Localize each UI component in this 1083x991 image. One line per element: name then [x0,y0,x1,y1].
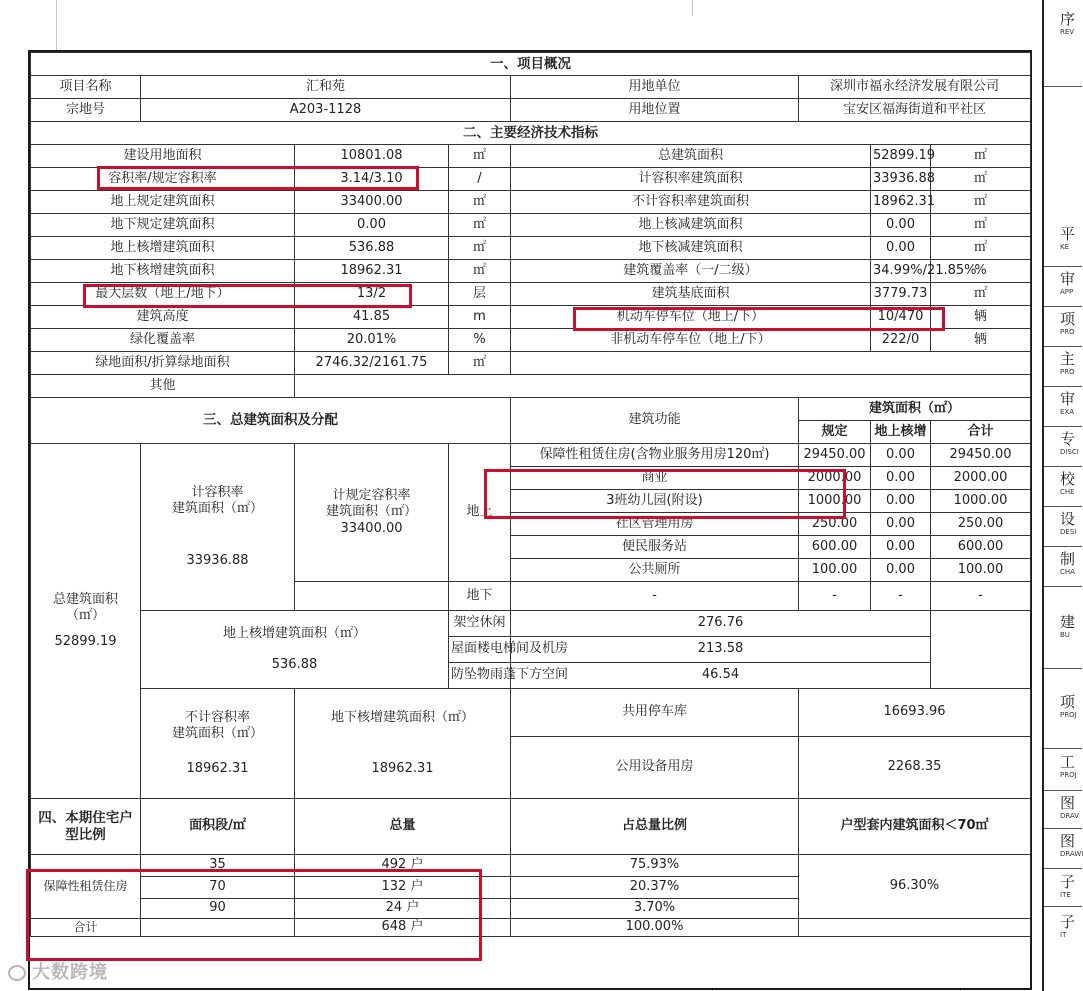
added-area-cell [141,611,449,689]
indicator-value: 3.14/3.10 [295,168,449,191]
added-item-name: 屋面楼电梯间及机房 [449,637,511,663]
cell-value: 宝安区福海街道和平社区 [799,99,1031,122]
indicator-label: 计容积率建筑面积 [511,168,871,191]
added-area: 0.00 [871,444,931,467]
area-range: 70 [141,877,295,899]
title-block-sub: DRAV [1060,812,1080,820]
far-area-label: 计容积率 建筑面积（㎡） [171,484,263,516]
added-area: 0.00 [871,559,931,582]
indicator-unit: ㎡ [449,237,511,260]
total-area-label: 总建筑面积 （㎡） [52,591,118,623]
indicator-label: 地上核增建筑面积 [31,237,295,260]
far-area-cell [141,444,295,611]
title-block-sub: PROJ [1060,771,1077,779]
title-block-sub: DRAWI [1060,850,1083,858]
function-name: - [511,582,799,611]
indicator-unit: ㎡ [449,214,511,237]
planned-area-label: 计规定容积率 建筑面积（㎡） [325,488,417,520]
indicator-value: 536.88 [295,237,449,260]
watermark-text: 大数跨境 [32,962,108,983]
title-block-char: 子 [1060,913,1076,931]
title-block-cell [1044,906,1082,991]
planned-area: 29450.00 [799,444,871,467]
title-block-char: 主 [1060,350,1076,368]
function-name: 公共厕所 [511,559,799,582]
nonfar-area-label: 不计容积率 建筑面积（㎡） [171,710,263,742]
unit-quantity: 24 户 [295,899,511,919]
indicator-unit: ㎡ [449,145,511,168]
indicator-value: 33400.00 [295,191,449,214]
indicator-value: 3779.73 [871,283,931,306]
under-item-name: 公用设备用房 [511,737,799,799]
planned-area-value: 33400.00 [340,520,403,536]
indicator-label: 地下核增建筑面积 [31,260,295,283]
indicator-value: 18962.31 [871,191,931,214]
column-header: 合计 [931,421,1031,444]
title-block-sub: PRO [1060,368,1075,376]
title-block-char: 子 [1060,873,1076,891]
unit-ratio: 75.93% [511,855,799,877]
title-block-cell [1044,546,1082,586]
indicator-value: 20.01% [295,329,449,352]
title-block-cell [1044,868,1082,906]
indicator-value: 13/2 [295,283,449,306]
indicator-label: 不计容积率建筑面积 [511,191,871,214]
column-header: 地上核增 [871,421,931,444]
added-area-label: 地上核增建筑面积（㎡） [222,626,366,642]
title-block-cell [1044,86,1082,266]
title-block-sub: REV [1060,28,1075,36]
section-title-text: 四、本期住宅户 型比例 [38,809,133,843]
indicator-value: 33936.88 [871,168,931,191]
under-area-cell [295,689,511,799]
title-block-cell [1044,668,1082,748]
title-block-sub: BU [1060,631,1070,639]
title-block-cell [1044,790,1082,828]
title-block-char: 专 [1060,430,1076,448]
empty-cell [511,352,1031,375]
title-block-char: 建 [1060,613,1076,631]
indicator-unit: ㎡ [931,168,1031,191]
indicator-label: 总建筑面积 [511,145,871,168]
title-block-char: 校 [1060,470,1076,488]
added-area: 0.00 [871,513,931,536]
column-header: 面积段/㎡ [141,799,295,855]
title-block-cell [1044,426,1082,466]
indicator-value: 0.00 [871,214,931,237]
total-area: 250.00 [931,513,1031,536]
indicator-unit: ㎡ [931,145,1031,168]
cell-label: 项目名称 [31,76,141,99]
under-item-name: 共用停车库 [511,689,799,737]
function-name: 社区管理用房 [511,513,799,536]
cell-label: 用地单位 [511,76,799,99]
unit-ratio: 3.70% [511,899,799,919]
planned-area: 250.00 [799,513,871,536]
indicator-label: 绿地面积/折算绿地面积 [31,352,295,375]
section-title: 二、主要经济技术指标 [31,122,1031,145]
title-block-cell [1044,306,1082,346]
far-area-value: 33936.88 [186,553,249,569]
total-area: 100.00 [931,559,1031,582]
indicator-unit: ㎡ [449,191,511,214]
planned-area: 600.00 [799,536,871,559]
total-area: 600.00 [931,536,1031,559]
function-name: 保障性租赁住房(含物业服务用房120㎡) [511,444,799,467]
indicator-unit: ㎡ [449,352,511,375]
indicator-unit: ㎡ [931,214,1031,237]
indicator-label: 机动车停车位（地上/下） [511,306,871,329]
indicator-value: 10/470 [871,306,931,329]
total-area: 29450.00 [931,444,1031,467]
small-unit-ratio: 96.30% [799,855,1031,919]
added-area: 0.00 [871,490,931,513]
indicator-label: 地下规定建筑面积 [31,214,295,237]
title-block-sub: CHE [1060,488,1075,496]
background-line [692,0,693,16]
total-area: 1000.00 [931,490,1031,513]
area-range: 35 [141,855,295,877]
title-block-char: 项 [1060,693,1076,711]
unit-quantity: 492 户 [295,855,511,877]
title-block-sub: APP [1060,288,1074,296]
indicator-unit: % [449,329,511,352]
title-block-cell [1044,586,1082,668]
total-area-cell [31,444,141,799]
indicator-unit: 辆 [931,329,1031,352]
indicator-unit: 辆 [931,306,1031,329]
indicator-label: 地上规定建筑面积 [31,191,295,214]
function-name: 3班幼儿园(附设) [511,490,799,513]
indicator-value: 34.99%/21.85% [871,260,931,283]
indicator-label: 最大层数（地上/地下） [31,283,295,306]
indicator-unit: 层 [449,283,511,306]
title-block-cell [1044,266,1082,306]
indicator-value: 0.00 [295,214,449,237]
added-area: 0.00 [871,467,931,490]
nonfar-area-cell [141,689,295,799]
data-sheet [28,50,1032,990]
added-item-name: 架空休闲 [449,611,511,637]
empty-cell [141,919,295,937]
planned-area: 1000.00 [799,490,871,513]
background-line [56,0,57,50]
above-ground-label: 地上 [449,444,511,582]
total-area-value: 52899.19 [54,634,117,650]
indicator-value: 10801.08 [295,145,449,168]
title-block-char: 工 [1060,753,1076,771]
indicator-unit: / [449,168,511,191]
under-item-value: 2268.35 [799,737,1031,799]
title-block-char: 图 [1060,794,1076,812]
indicator-label: 地下核减建筑面积 [511,237,871,260]
indicator-unit: ㎡ [931,237,1031,260]
indicator-value: 222/0 [871,329,931,352]
title-block-sub: DISCI [1060,448,1079,456]
column-header: 规定 [799,421,871,444]
sum-label: 合计 [31,919,141,937]
title-block-sub: CHA [1060,568,1075,576]
title-block-cell [1044,506,1082,546]
empty-cell [799,919,1031,937]
planned-area: 2000.00 [799,467,871,490]
title-block-sub: KE [1060,243,1070,251]
title-block-sub: DESI [1060,528,1077,536]
title-block-char: 审 [1060,270,1076,288]
title-block-char: 序 [1060,10,1076,28]
indicator-label: 建筑高度 [31,306,295,329]
title-block-cell [1044,346,1082,386]
indicator-value: 0.00 [871,237,931,260]
below-ground-label: 地下 [449,582,511,611]
section-title [31,799,141,855]
column-header: 总量 [295,799,511,855]
sum-ratio: 100.00% [511,919,799,937]
area-range: 90 [141,899,295,919]
watermark-logo-icon [8,965,26,981]
cell-label: 宗地号 [31,99,141,122]
indicator-label: 容积率/规定容积率 [31,168,295,191]
added-item-value: 46.54 [511,663,931,689]
cell-value: 深圳市福永经济发展有限公司 [799,76,1031,99]
indicator-value: 52899.19 [871,145,931,168]
title-block-char: 平 [1060,225,1076,243]
planned-area-cell [295,444,449,582]
indicator-label: 其他 [31,375,295,398]
added-area: - [871,582,931,611]
unit-quantity: 132 户 [295,877,511,899]
title-block-char: 审 [1060,390,1076,408]
indicator-label: 非机动车停车位（地上/下） [511,329,871,352]
cell-label: 用地位置 [511,99,799,122]
watermark [8,958,108,984]
title-block-char: 项 [1060,310,1076,328]
function-name: 商业 [511,467,799,490]
title-block-cell [1044,0,1082,86]
total-area: 2000.00 [931,467,1031,490]
total-area: - [931,582,1031,611]
indicator-unit: % [931,260,1031,283]
empty-cell [295,582,449,611]
indicator-unit: ㎡ [931,283,1031,306]
title-block-char: 制 [1060,550,1076,568]
column-header: 建筑功能 [511,398,799,444]
indicator-label: 建筑覆盖率（一/二级） [511,260,871,283]
indicator-label: 地上核减建筑面积 [511,214,871,237]
title-block-cell [1044,386,1082,426]
indicator-value: 18962.31 [295,260,449,283]
indicator-unit: ㎡ [931,191,1031,214]
column-header: 占总量比例 [511,799,799,855]
title-block-sub: PRO [1060,328,1075,336]
planned-area: 100.00 [799,559,871,582]
indicator-unit: m [449,306,511,329]
housing-type-label: 保障性租赁住房 [31,855,141,919]
indicator-label: 绿化覆盖率 [31,329,295,352]
function-name: 便民服务站 [511,536,799,559]
cell-value: 汇和苑 [141,76,511,99]
indicator-label: 建设用地面积 [31,145,295,168]
sum-quantity: 648 户 [295,919,511,937]
title-block-sub: IT [1060,931,1067,939]
section-title: 一、项目概况 [31,53,1031,76]
indicator-label: 建筑基底面积 [511,283,871,306]
title-block-sub: EXA [1060,408,1075,416]
under-area-label: 地下核增建筑面积（㎡） [330,710,474,726]
added-item-name: 防坠物雨蓬下方空间 [449,663,511,689]
planned-area: - [799,582,871,611]
cell-value: A203-1128 [141,99,511,122]
added-item-value: 213.58 [511,637,931,663]
indicator-value: 41.85 [295,306,449,329]
unit-ratio: 20.37% [511,877,799,899]
empty-cell [295,375,1031,398]
title-block-cell [1044,828,1082,868]
under-item-value: 16693.96 [799,689,1031,737]
column-header: 建筑面积（㎡） [799,398,1031,421]
column-header: 户型套内建筑面积＜70㎡ [799,799,1031,855]
added-area: 0.00 [871,536,931,559]
nonfar-area-value: 18962.31 [186,760,249,776]
title-block-sub: PROJ [1060,711,1077,719]
title-block-cell [1044,748,1082,790]
title-block-char: 图 [1060,832,1076,850]
indicator-value: 2746.32/2161.75 [295,352,449,375]
added-area-value: 536.88 [271,656,318,672]
under-area-value: 18962.31 [371,760,434,776]
title-block [1042,0,1083,991]
section-title: 三、总建筑面积及分配 [31,398,511,444]
indicator-table [30,52,1031,937]
title-block-char: 设 [1060,510,1076,528]
title-block-sub: ITE [1060,891,1071,899]
indicator-unit: ㎡ [449,260,511,283]
added-item-value: 276.76 [511,611,931,637]
title-block-cell [1044,466,1082,506]
